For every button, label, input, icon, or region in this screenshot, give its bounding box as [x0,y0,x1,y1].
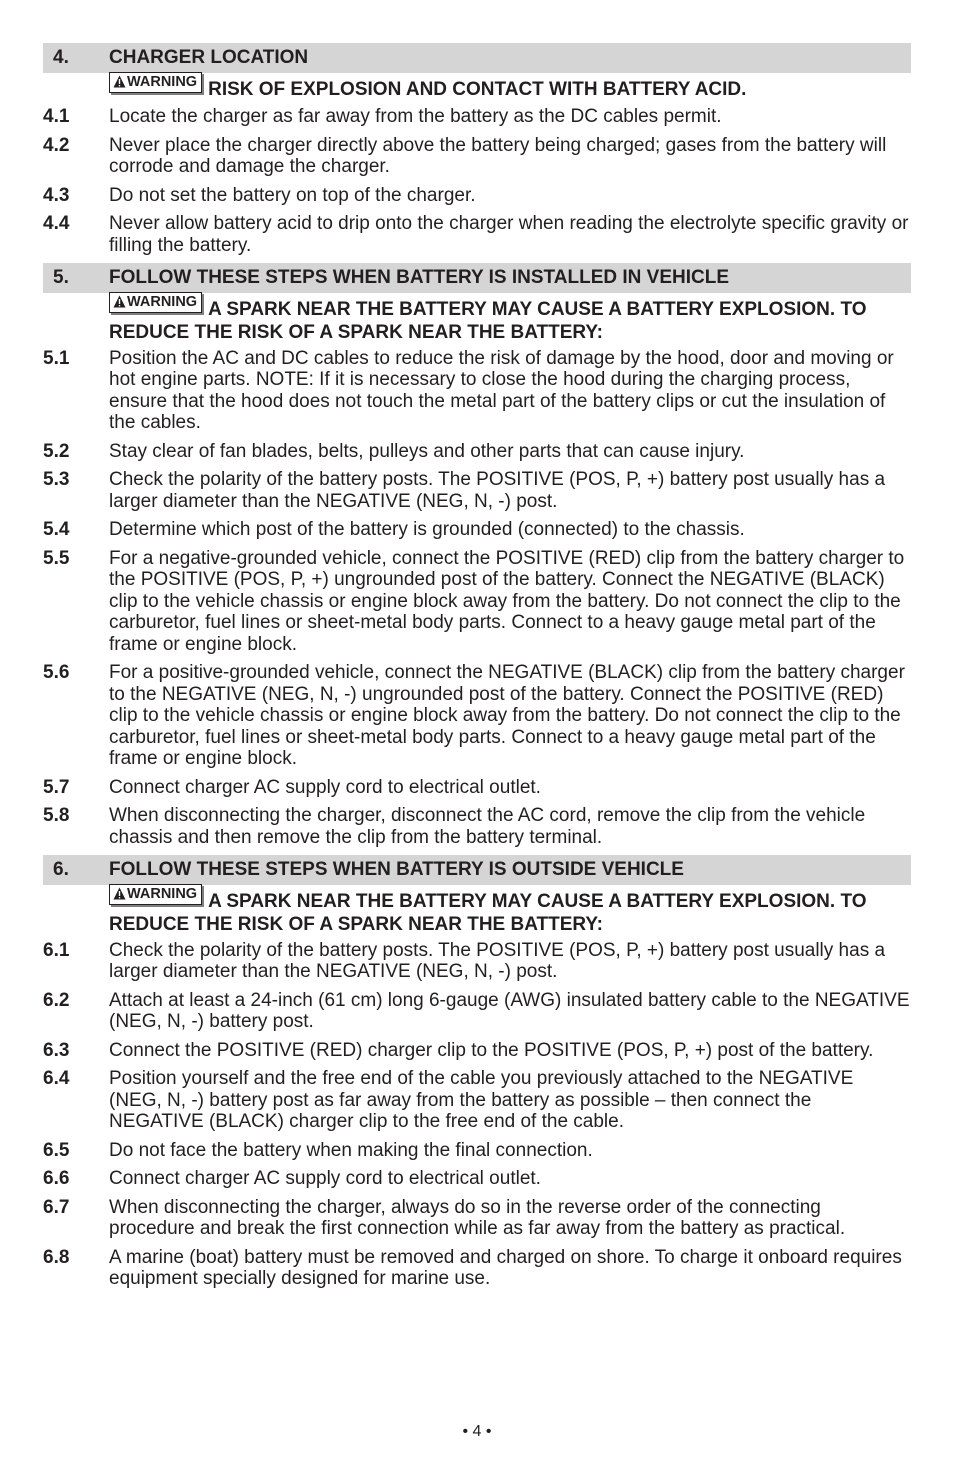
item-text: Do not set the battery on top of the charger. [109,184,476,206]
section-number: 5. [53,267,69,288]
section-header [43,855,911,885]
section-header [43,43,911,73]
list-item [43,1197,911,1240]
list-item [43,1168,911,1190]
item-text: Locate the charger as far away from the battery as the DC cables permit. [109,106,722,127]
list-item [43,213,911,256]
warning-text: A SPARK NEAR THE BATTERY MAY CAUSE A BATTERY EXPLOSION. TO REDUCE THE RISK OF A SPARK NEAR THE BATTERY: [109,299,867,343]
manual-page [43,43,911,1297]
item-number: 6.4 [43,1068,70,1089]
item-number: 5.5 [43,547,70,569]
item-number: 5.2 [43,440,70,462]
item-text: Stay clear of fan blades, belts, pulleys and other parts that can cause injury. [109,440,745,462]
section-number: 6. [53,859,69,880]
item-number: 5.4 [43,519,70,540]
item-number: 4.2 [43,134,70,156]
item-number: 6.2 [43,989,70,1011]
warning-badge-label: WARNING [127,74,198,90]
item-text: Position the AC and DC cables to reduce the risk of damage by the hood, door and moving or hot engine parts. NOTE: If it is necessary to close the hood during the charging process, ensure that the hood does not touch the metal part of the battery clips or cut the insulation of the cables. [109,347,894,433]
section-header [43,263,911,293]
item-number: 6.5 [43,1139,70,1161]
item-number: 5.1 [43,347,70,369]
item-number: 4.1 [43,106,70,127]
section-title: FOLLOW THESE STEPS WHEN BATTERY IS OUTSIDE VEHICLE [109,859,684,880]
list-item [43,777,911,799]
list-item [43,106,911,128]
item-text: Position yourself and the free end of the cable you previously attached to the NEGATIVE (NEG, N, -) battery post as far away from the battery as possible – then connect the NEGATIVE (BLACK) charger clip to the free end of the cable. [109,1068,854,1132]
item-text: Connect the POSITIVE (RED) charger clip to the POSITIVE (POS, P, +) post of the battery. [109,1039,874,1061]
list-item [43,1068,911,1133]
item-number: 6.7 [43,1196,70,1218]
list-item [43,185,911,207]
list-item [43,1140,911,1162]
item-text: Do not face the battery when making the final connection. [109,1139,593,1161]
list-item [43,990,911,1033]
list-item [43,348,911,434]
section-battery-outside-vehicle [43,855,911,1290]
item-number: 5.7 [43,776,70,798]
warning-text: RISK OF EXPLOSION AND CONTACT WITH BATTERY ACID. [208,79,747,100]
section-title: CHARGER LOCATION [109,47,309,68]
list-item [43,469,911,512]
item-number: 4.4 [43,213,70,234]
item-text: For a positive-grounded vehicle, connect the NEGATIVE (BLACK) clip from the battery charger to the NEGATIVE (NEG, N, -) ungrounded post of the battery. Connect the POSITIVE (RED) clip to the vehicle chassis or engine block away from the battery. Do not connect the clip to the carburetor, fuel lines or sheet-metal body parts. Connect to a heavy gauge metal part of the frame or engine block. [109,662,905,769]
warning-triangle-icon [113,887,126,900]
list-item [43,135,911,178]
warning-row [109,74,911,102]
warning-triangle-icon [113,295,126,308]
item-number: 5.6 [43,662,70,683]
item-text: Never place the charger directly above the battery being charged; gases from the battery will corrode and damage the charger. [109,134,887,177]
list-item [43,940,911,983]
warning-row [109,886,911,936]
item-number: 4.3 [43,184,70,206]
list-item [43,1247,911,1290]
item-text: Attach at least a 24-inch (61 cm) long 6-gauge (AWG) insulated battery cable to the NEGATIVE (NEG, N, -) battery post. [109,989,910,1032]
page-number: • 4 • [462,1423,492,1440]
item-text: Connect charger AC supply cord to electrical outlet. [109,776,541,798]
list-item [43,519,911,541]
section-number: 4. [53,47,69,68]
warning-badge [109,292,202,313]
item-number: 6.6 [43,1168,70,1189]
warning-badge-label: WARNING [127,294,198,310]
list-item [43,548,911,656]
item-text: When disconnecting the charger, always do so in the reverse order of the connecting procedure and break the first connection while as far away from the battery as practical. [109,1196,846,1239]
warning-badge [109,884,202,905]
warning-text: A SPARK NEAR THE BATTERY MAY CAUSE A BATTERY EXPLOSION. TO REDUCE THE RISK OF A SPARK NEAR THE BATTERY: [109,891,867,935]
item-text: A marine (boat) battery must be removed and charged on shore. To charge it onboard requires equipment specially designed for marine use. [109,1246,902,1289]
warning-badge [109,72,202,93]
section-battery-in-vehicle [43,263,911,848]
section-title: FOLLOW THESE STEPS WHEN BATTERY IS INSTALLED IN VEHICLE [109,267,729,288]
list-item [43,441,911,463]
item-text: Check the polarity of the battery posts. The POSITIVE (POS, P, +) battery post usually has a larger diameter than the NEGATIVE (NEG, N, -) post. [109,469,886,512]
warning-badge-label: WARNING [127,886,198,902]
item-text: For a negative-grounded vehicle, connect the POSITIVE (RED) clip from the battery charger to the POSITIVE (POS, P, +) ungrounded post of the battery. Connect the NEGATIVE (BLACK) clip to the vehicle chassis or engine block away from the battery. Do not connect the clip to the carburetor, fuel lines or sheet-metal body parts. Connect to a heavy gauge metal part of the frame or engine block. [109,547,905,655]
list-item [43,805,911,848]
item-number: 6.1 [43,939,70,961]
warning-row [109,294,911,344]
warning-triangle-icon [113,75,126,88]
item-number: 6.8 [43,1246,70,1268]
item-text: Connect charger AC supply cord to electrical outlet. [109,1168,541,1189]
item-text: Check the polarity of the battery posts. The POSITIVE (POS, P, +) battery post usually has a larger diameter than the NEGATIVE (NEG, N, -) post. [109,939,886,982]
section-charger-location [43,43,911,256]
list-item [43,662,911,770]
item-text: Determine which post of the battery is grounded (connected) to the chassis. [109,519,745,540]
item-number: 5.8 [43,805,70,826]
item-text: Never allow battery acid to drip onto the charger when reading the electrolyte specific gravity or filling the battery. [109,213,909,256]
item-number: 6.3 [43,1039,70,1061]
item-text: When disconnecting the charger, disconnect the AC cord, remove the clip from the vehicle chassis and then remove the clip from the battery terminal. [109,805,866,848]
item-number: 5.3 [43,469,70,490]
list-item [43,1040,911,1062]
